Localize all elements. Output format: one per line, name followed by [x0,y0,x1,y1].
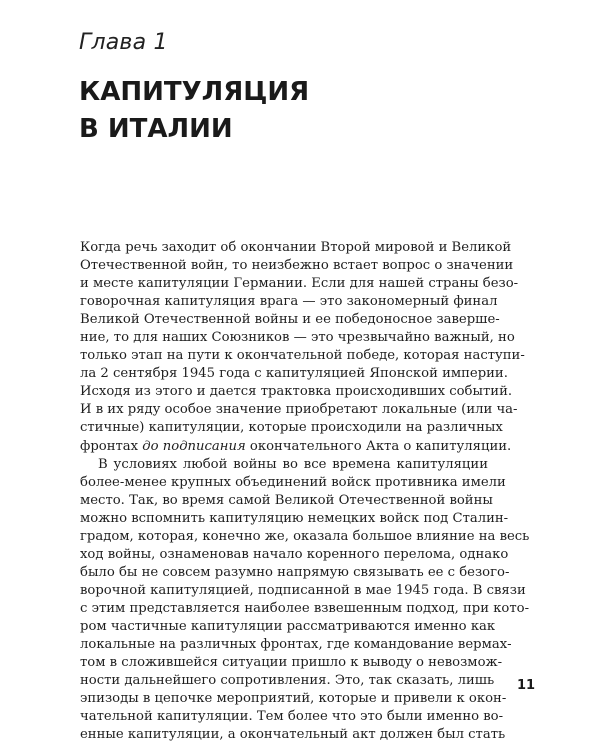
text-line: чательной капитуляции. Тем более что это были именно во- [80,709,504,725]
text-line: ности дальнейшего сопротивления. Это, так сказать, лишь [80,673,495,689]
text-line: ром частичные капитуляции рассматриваются именно как [80,618,496,634]
text-line: И в их ряду особое значение приобретают локальные (или ча- [80,402,518,418]
text-line: ние, то для наших Союзников — это чрезвычайно важный, но [80,330,515,346]
text-line: только этап на пути к окончательной победе, которая наступи- [80,348,525,364]
text-line: ход войны, ознаменовав начало коренного перелома, однако [80,546,509,562]
text-line: Исходя из этого и дается трактовка происходивших событий. [80,384,513,400]
chapter-title-line: КАПИТУЛЯЦИЯ [79,77,310,107]
text-line: можно вспомнить капитуляцию немецких войск под Сталин- [80,510,509,526]
text-line: Когда речь заходит об окончании Второй мировой и Великой [80,240,512,255]
emphasis-text: до подписания [142,438,246,454]
text-line: говорочная капитуляция врага — это закономерный финал [80,294,498,310]
text-line: Отечественной войн, то неизбежно встает вопрос о значении [80,258,514,274]
text-line: енные капитуляции, а окончательный акт должен был стать [80,727,506,743]
page-number: 11 [517,678,536,693]
chapter-title-line: В ИТАЛИИ [79,114,233,144]
text-line: ла 2 сентября 1945 года с капитуляцией Японской империи. [80,366,508,382]
text-line: и месте капитуляции Германии. Если для нашей страны безо- [80,276,519,292]
text-line: место. Так, во время самой Великой Отечественной войны [80,492,493,508]
text-line: градом, которая, конечно же, оказала большое влияние на весь [80,528,530,544]
text-line: было бы не совсем разумно напрямую связывать ее с безого- [80,564,510,580]
text-run: окончательного Акта о капитуляции. [245,438,512,454]
paragraph-1 [80,239,525,456]
text-line: стичные) капитуляции, которые происходили на различных [80,420,503,436]
text-line: более-менее крупных объединений войск противника имели [80,474,506,490]
text-line-last [80,438,512,456]
chapter-title [79,74,309,148]
text-line: ворочной капитуляцией, подписанной в мае 1945 года. В связи [80,582,526,598]
text-line: эпизоды в цепочке мероприятий, которые и привели к окон- [80,691,507,707]
text-line: локальные на различных фронтах, где командование вермах- [80,637,512,653]
text-line: том в сложившейся ситуации пришло к выводу о невозмож- [80,655,503,671]
text-line: Великой Отечественной войны и ее победоносное заверше- [80,312,500,328]
text-run: фронтах [80,438,143,454]
chapter-label: Глава 1 [79,30,168,55]
text-line: В условиях любой войны во все времена капитуляции [98,456,488,472]
text-line: с этим представляется наиболее взвешенным подход, при кото- [80,600,530,616]
